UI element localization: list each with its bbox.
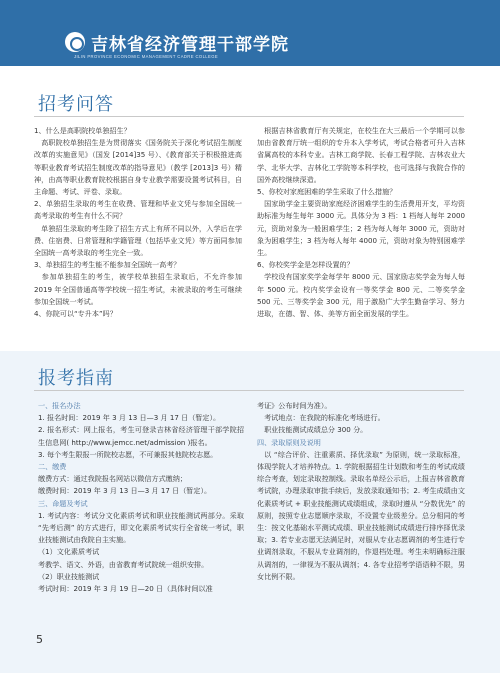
guide-subheading: 一、报名办法 <box>38 401 81 410</box>
paragraph: 缴费方式：通过我院报名网站以微信方式缴纳； <box>38 474 187 484</box>
guide-subheading: 三、命题及考试 <box>38 498 88 508</box>
college-name-en: JILIN PROVINCE ECONOMIC MANAGEMENT CADRE COLLEGE <box>74 54 219 59</box>
paragraph: （2）职业技能测试 <box>38 571 100 581</box>
paragraph: 3. 每个考生限报一所院校志愿，不可兼报其他院校志愿。 <box>38 449 218 459</box>
faq-question: 6、你校奖学金是怎样设置的？ <box>257 260 354 270</box>
guide-left-column <box>38 400 244 595</box>
paragraph: 以 “综合评价、注重素质、择优录取” 为原则，统一录取标准，体现学院人才培养特点。1. 学院根据招生计划数和考生的考试成绩综合考查，划定录取控制线。录取名单经公示后，上报吉林省教育考试院，办理录取审批手续后，发放录取通知书；2. 考生成绩由文化素质考试 + 职业技能测试成绩组成，录取时遵从 “分数优先” 的原则，按照专业志愿顺序录取，不设置专业级差分。总分相同的考生：按文化基础水平测试成绩、职业技能测试成绩进行排序择优录取；3. 若专业志愿无法满足时，对服从专业志愿调剂的考生进行专业调剂录取，不服从专业调剂的，作退档处理。考生未明确标注服从调剂的，一律视为不服从调剂；4. 各专业招考学语语种不限，男女比例不限。 <box>257 449 465 581</box>
section-title-faq: 招考问答 <box>38 94 114 115</box>
section-divider <box>34 116 464 117</box>
paragraph: 根据吉林省教育厅有关规定，在校生在大三最后一个学期可以参加由省教育厅统一组织的专升本入学考试，考试合格者可升入吉林省属高校的本科专业。吉林工商学院、长春工程学院、吉林农业大学、北华大学、吉林化工学院等本科学校，也可选择与我院合作的国外高校继续深造。 <box>257 126 465 184</box>
paragraph: 缴费时间：2019 年 3 月 13 日—3 月 17 日（暂定）。 <box>38 486 212 496</box>
faq-left-column <box>34 125 242 320</box>
section-divider <box>34 390 464 391</box>
paragraph: 考证》公布时间为准）。 <box>257 401 332 410</box>
paragraph: 2. 报名形式：网上报名，考生可登录吉林省经济管理干部学院招生信息网( http://www.jemcc.net/admission )报名。 <box>38 425 244 447</box>
faq-question: 4、你院可以“专升本”吗？ <box>34 309 117 319</box>
paragraph: 考试地点：在我院的标准化考场进行。 <box>257 413 385 423</box>
guide-subheading: 四、录取原则及说明 <box>257 437 321 447</box>
guide-subheading: 二、缴费 <box>38 462 67 472</box>
college-logo-icon <box>65 32 85 52</box>
paragraph: 考试时间：2019 年 3 月 19 日—20 日（具体时间以准 <box>38 584 213 594</box>
paragraph: 参加单独招生的考生，被学校单独招生录取后，不允许参加 2019 年全国普通高等学校统一招生考试，未被录取的考生可继续参加全国统一考试。 <box>34 272 242 306</box>
paragraph: 考教学、语文、外语，由省教育考试院统一组织安排。 <box>38 559 209 569</box>
faq-right-column <box>257 125 465 320</box>
faq-question: 3、单独招生的考生能不能参加全国统一高考？ <box>34 260 181 270</box>
faq-question: 2、单独招生录取的考生在收费、管理和毕业文凭与参加全国统一高考录取的考生有什么不同？ <box>34 199 242 221</box>
section-title-guide: 报考指南 <box>38 368 114 389</box>
college-name-cn: 吉林省经济管理干部学院 <box>91 35 289 55</box>
paragraph: （1）文化素质考试 <box>38 547 100 557</box>
guide-right-column <box>257 400 465 583</box>
header-banner <box>0 0 500 66</box>
page-number: 5 <box>36 633 43 646</box>
paragraph: 1. 考试内容：考试分文化素质考试和职业技能测试两部分。采取 “先考后测” 的方式进行，即文化素质考试实行全省统一考试，职业技能测试由我院自主实施。 <box>38 510 244 545</box>
faq-question: 5、你校对家庭困难的学生采取了什么措施？ <box>257 187 397 197</box>
paragraph: 学校设有国家奖学金每学年 8000 元、国家励志奖学金为每人每年 5000 元。校内奖学金设有一等奖学金 800 元、二等奖学金 500 元、三等奖学金 300 元，用于激励广大学生勤奋学习、努力进取，在德、智、体、美等方面全面发展的学生。 <box>257 272 465 319</box>
paragraph: 高职院校单独招生是为贯彻落实《国务院关于深化考试招生制度改革的实施意见》（国发 [2014]35 号）、《教育部关于积极推进高等职业教育考试招生制度改革的指导意见》（教学 [2013]3 号）精神，由高等职业教育院校根据自身专业教学需要设置考试科目，自主命题、考试、评卷、录取。 <box>34 138 242 197</box>
paragraph: 国家助学金主要资助家庭经济困难学生的生活费用开支，平均资助标准为每生每年 3000 元。具体分为 3 档：1 档每人每年 2000 元，资助对象为一般困难学生；2 档为每人每年 3000 元，资助对象为困难学生；3 档为每人每年 4000 元，资助对象为特别困难学生。 <box>257 199 465 258</box>
faq-question: 1、什么是高职院校单独招生？ <box>34 126 131 135</box>
paragraph: 单独招生录取的考生除了招生方式上有所不同以外，入学后在学费、住宿费、日常管理和学籍管理（包括毕业文凭）等方面同参加全国统一高考录取的考生完全一致。 <box>34 223 242 258</box>
paragraph: 职业技能测试成绩总分 300 分。 <box>257 425 368 435</box>
paragraph: 1. 报名时间：2019 年 3 月 13 日—3 月 17 日（暂定）。 <box>38 413 221 423</box>
